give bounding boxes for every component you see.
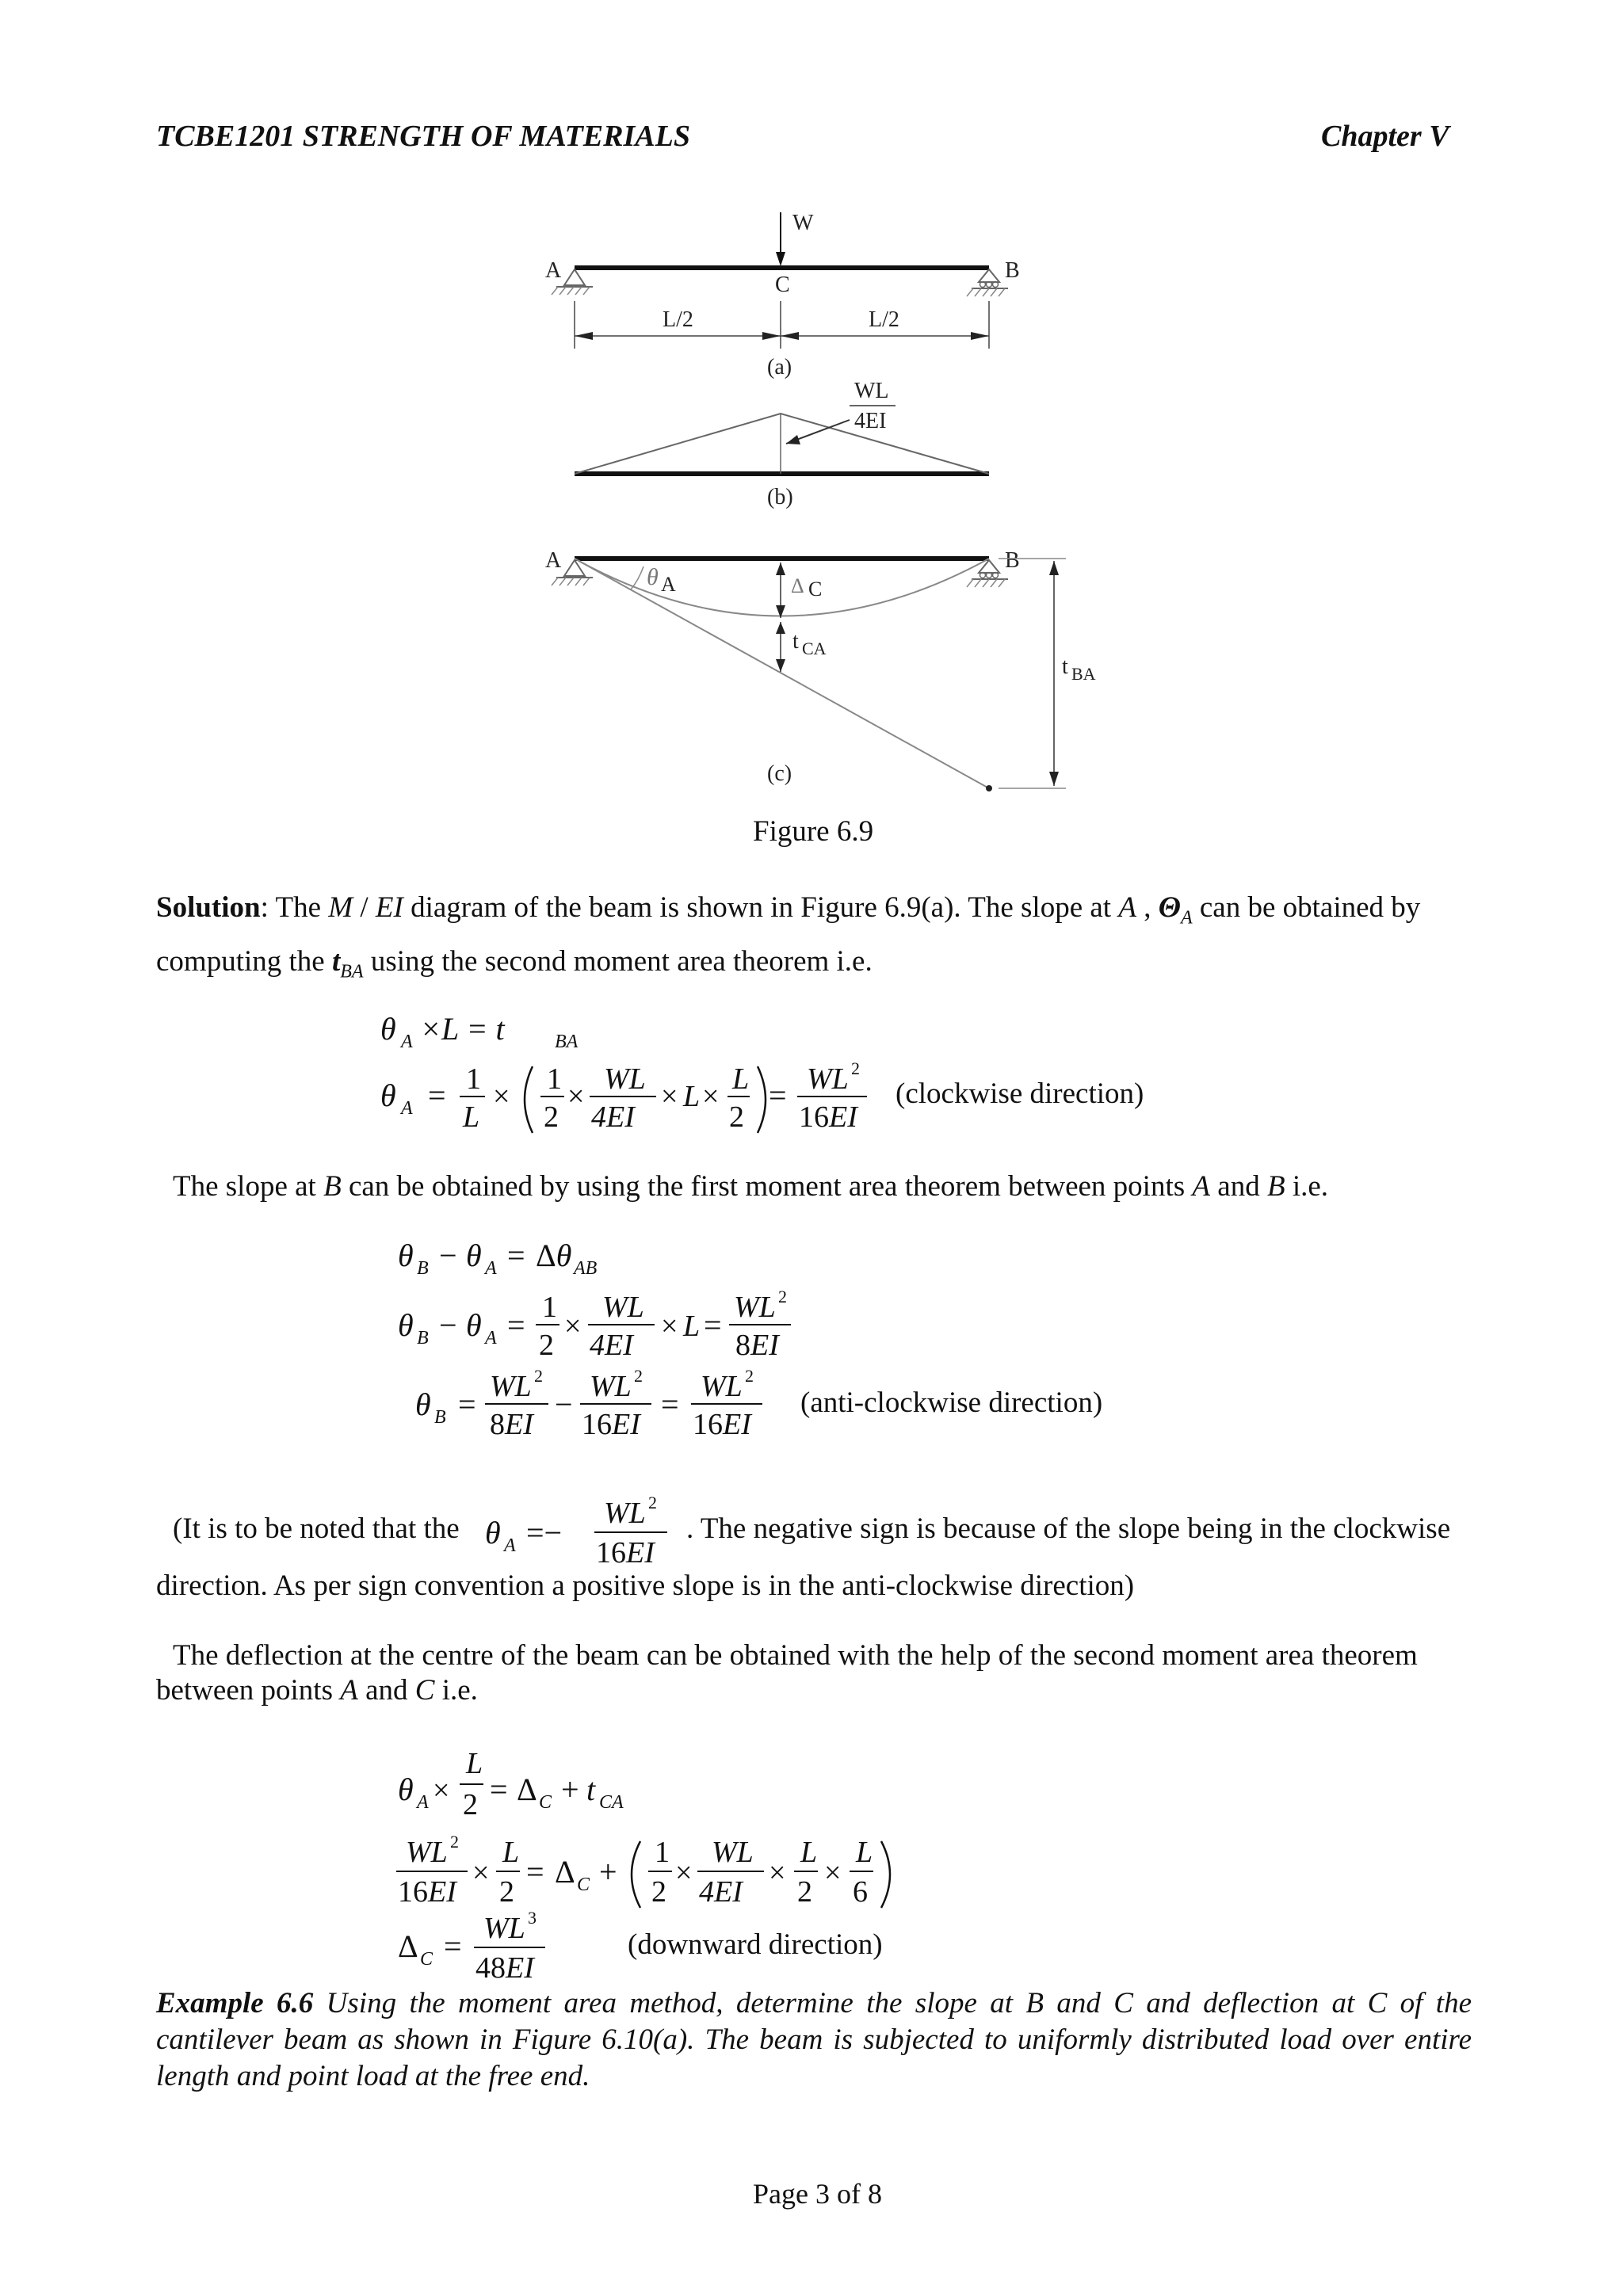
- beam-diagram-a: [545, 211, 1020, 379]
- svg-text:=: =: [490, 1772, 508, 1807]
- svg-text:2: 2: [534, 1366, 543, 1386]
- svg-text:=: =: [458, 1386, 476, 1422]
- page-number: Page 3 of 8: [753, 2178, 882, 2210]
- figure-caption: Figure 6.9: [753, 815, 874, 848]
- svg-text:A: A: [485, 1328, 497, 1348]
- svg-text:16EI: 16EI: [582, 1408, 640, 1441]
- svg-text:16EI: 16EI: [398, 1875, 456, 1909]
- label-a: (a): [767, 355, 792, 379]
- svg-text:WL: WL: [406, 1836, 448, 1869]
- svg-text:θ: θ: [466, 1307, 482, 1343]
- svg-text:=−: =−: [526, 1515, 563, 1550]
- svg-text:A: A: [401, 1098, 413, 1119]
- figure-6-9: [0, 0, 1623, 887]
- svg-text:Δθ: Δθ: [536, 1238, 572, 1273]
- para3-a: A: [340, 1674, 358, 1707]
- svg-text:16EI: 16EI: [799, 1100, 857, 1134]
- svg-text:2: 2: [648, 1493, 657, 1512]
- note-text-2: . The negative sign is because of the slope being in the clockwise: [686, 1512, 1451, 1545]
- solution-t-sub: BA: [340, 961, 364, 982]
- delta-c-sub: C: [808, 578, 823, 601]
- svg-text:L: L: [732, 1062, 750, 1096]
- svg-text:=: =: [526, 1854, 544, 1890]
- svg-text:Δ: Δ: [398, 1928, 418, 1964]
- svg-text:C: C: [539, 1792, 552, 1813]
- svg-text:L: L: [856, 1836, 873, 1869]
- svg-text:2: 2: [797, 1875, 812, 1909]
- svg-text:WL: WL: [490, 1370, 532, 1403]
- solution-a: A: [1118, 891, 1136, 924]
- svg-text:WL: WL: [712, 1836, 754, 1869]
- point-b-label-c: B: [1005, 548, 1020, 573]
- svg-text:+: +: [599, 1854, 617, 1890]
- svg-text:−: −: [555, 1386, 573, 1422]
- svg-text:A: A: [417, 1792, 429, 1813]
- solution-text-3: ,: [1136, 891, 1159, 924]
- svg-text:WL: WL: [807, 1062, 849, 1096]
- para3-text-2: between points: [156, 1674, 341, 1707]
- svg-text:2: 2: [778, 1287, 787, 1306]
- eq3-direction-note: (downward direction): [628, 1928, 883, 1961]
- load-arrowhead: [776, 252, 785, 266]
- svg-text:×: ×: [564, 1310, 582, 1343]
- svg-text:48EI: 48EI: [475, 1951, 534, 1985]
- label-c: (c): [767, 761, 792, 786]
- svg-text:1: 1: [466, 1062, 481, 1096]
- deflected-shape-c: [545, 548, 1096, 791]
- svg-text:2: 2: [745, 1366, 754, 1386]
- svg-text:B: B: [434, 1407, 446, 1428]
- svg-text:4EI: 4EI: [699, 1875, 743, 1909]
- svg-text:×: ×: [675, 1856, 693, 1890]
- svg-text:1: 1: [547, 1062, 562, 1096]
- solution-t: t: [331, 945, 341, 978]
- svg-text:×: ×: [472, 1856, 490, 1890]
- solution-m: M: [328, 891, 353, 924]
- svg-text:1: 1: [655, 1836, 670, 1869]
- solution-slash: /: [353, 891, 376, 924]
- svg-text:8EI: 8EI: [490, 1408, 533, 1441]
- svg-text:=: =: [704, 1307, 722, 1343]
- para2-b: B: [323, 1170, 342, 1203]
- svg-text:θ: θ: [485, 1515, 501, 1550]
- svg-text:WL: WL: [483, 1912, 525, 1945]
- svg-text:3: 3: [528, 1908, 537, 1928]
- svg-text:A: A: [504, 1535, 516, 1556]
- svg-text:WL: WL: [602, 1291, 644, 1324]
- svg-text:θ: θ: [398, 1307, 414, 1343]
- para2-text-2: can be obtained by using the first moment area theorem between points: [341, 1170, 1193, 1203]
- svg-text:2: 2: [651, 1875, 666, 1909]
- para2-text-4: i.e.: [1285, 1170, 1329, 1203]
- moment-diagram-b: [575, 379, 989, 509]
- running-header-title: TCBE1201 STRENGTH OF MATERIALS: [156, 120, 690, 153]
- t-ca-sub: CA: [802, 639, 827, 658]
- svg-text:C: C: [420, 1949, 433, 1970]
- point-c-label: C: [775, 273, 790, 297]
- svg-text:A: A: [485, 1258, 497, 1279]
- svg-text:=: =: [661, 1386, 679, 1422]
- svg-text:2: 2: [851, 1058, 860, 1078]
- point-a-label: A: [545, 258, 562, 283]
- tangent-line-a: [575, 559, 989, 788]
- svg-text:θ: θ: [398, 1238, 414, 1273]
- svg-text:×: ×: [769, 1856, 786, 1890]
- svg-text:2: 2: [634, 1366, 643, 1386]
- peak-value-denominator: 4EI: [854, 409, 887, 433]
- svg-text:2: 2: [544, 1100, 559, 1134]
- svg-text:2: 2: [729, 1100, 744, 1134]
- solution-text-5: using the second moment area theorem i.e.: [363, 945, 873, 978]
- svg-text:WL: WL: [590, 1370, 632, 1403]
- solution-ei: EI: [375, 891, 403, 924]
- svg-text:θ: θ: [466, 1238, 482, 1273]
- svg-text:L: L: [466, 1747, 483, 1780]
- svg-text:×: ×: [433, 1774, 450, 1807]
- svg-text:2: 2: [463, 1788, 478, 1821]
- svg-text:=: =: [444, 1928, 462, 1964]
- solution-label: Solution: [156, 891, 261, 924]
- svg-text:B: B: [417, 1258, 429, 1279]
- svg-text:WL: WL: [734, 1291, 776, 1324]
- svg-text:×: ×: [661, 1310, 678, 1343]
- example-label: Example 6.6: [156, 1987, 314, 2019]
- svg-text:WL: WL: [604, 1497, 646, 1530]
- note-text-3: direction. As per sign convention a positive slope is in the anti-clockwise direction): [156, 1569, 1135, 1602]
- t-ba-symbol: t: [1062, 654, 1068, 679]
- deflection-text-1: The deflection at the centre of the beam can be obtained with the help of the second moment area theorem: [173, 1639, 1418, 1672]
- svg-text:=: =: [769, 1077, 787, 1113]
- svg-text:Δ: Δ: [555, 1854, 575, 1890]
- eq2-direction-note: (anti-clockwise direction): [800, 1386, 1103, 1419]
- triangle-diagram: [575, 414, 989, 474]
- eq1-tba-sub: BA: [555, 1032, 579, 1052]
- svg-text:WL: WL: [604, 1062, 646, 1096]
- dim-left-label: L/2: [663, 307, 693, 332]
- svg-text:L: L: [683, 1080, 701, 1113]
- svg-text:2: 2: [450, 1832, 459, 1852]
- svg-text:×: ×: [567, 1080, 585, 1113]
- first-moment-paragraph: [173, 1165, 1488, 1209]
- para2-text-3: and: [1210, 1170, 1267, 1203]
- pin-support-a: [564, 269, 585, 285]
- theta-a-sub: A: [661, 573, 676, 596]
- svg-text:L: L: [800, 1836, 818, 1869]
- roller-support-b: [979, 269, 999, 282]
- svg-text:L: L: [502, 1836, 520, 1869]
- svg-text:×: ×: [824, 1856, 842, 1890]
- svg-text:θ: [380, 1011, 396, 1047]
- svg-text:C: C: [577, 1875, 590, 1895]
- svg-text:2: 2: [499, 1875, 514, 1909]
- svg-text:−: −: [439, 1307, 457, 1343]
- svg-text:8EI: 8EI: [735, 1329, 779, 1362]
- svg-text:4EI: 4EI: [591, 1100, 635, 1134]
- svg-text:t: t: [586, 1772, 596, 1807]
- svg-text:B: B: [417, 1328, 429, 1348]
- svg-text:6: 6: [853, 1875, 868, 1909]
- point-a-label-c: A: [545, 548, 562, 573]
- eq1-lhs-rest: ×L = t: [420, 1011, 505, 1047]
- solution-text-4: can be obtained by computing the: [156, 891, 1421, 978]
- svg-text:16EI: 16EI: [596, 1536, 655, 1569]
- svg-text:1: 1: [542, 1291, 557, 1324]
- svg-text:AB: AB: [574, 1258, 598, 1279]
- svg-text:θ: θ: [398, 1772, 414, 1807]
- svg-text:4EI: 4EI: [590, 1329, 633, 1362]
- equation-block-1: [0, 1006, 1623, 1149]
- eq1-theta-sub: A: [401, 1032, 413, 1052]
- theta-a-symbol: θ: [647, 564, 659, 590]
- svg-text:2: 2: [539, 1329, 554, 1362]
- svg-text:×: ×: [493, 1080, 510, 1113]
- dim-right-label: L/2: [869, 307, 899, 332]
- point-b-label: B: [1005, 258, 1020, 283]
- equation-block-2: [0, 1234, 1623, 1464]
- para2-b2: B: [1266, 1170, 1285, 1203]
- para3-c: C: [414, 1674, 435, 1707]
- example-6-6: [156, 1985, 1472, 2095]
- svg-text:θ: θ: [415, 1386, 431, 1422]
- svg-text:−: −: [439, 1238, 457, 1273]
- svg-text:=: =: [507, 1307, 525, 1343]
- eq1-direction-note: (clockwise direction): [896, 1077, 1144, 1110]
- svg-text:L: L: [683, 1310, 701, 1343]
- para3-text-4: i.e.: [434, 1674, 478, 1707]
- running-header-chapter: Chapter V: [1321, 120, 1449, 153]
- svg-text:+: +: [561, 1772, 579, 1807]
- delta-c-symbol: Δ: [791, 574, 804, 597]
- svg-text:16EI: 16EI: [693, 1408, 751, 1441]
- t-ba-sub: BA: [1071, 664, 1096, 684]
- svg-text:L: L: [463, 1100, 480, 1134]
- para2-text-1: The slope at: [173, 1170, 324, 1203]
- deflection-text-2: [156, 1669, 478, 1713]
- label-b: (b): [767, 485, 793, 509]
- solution-theta: Θ: [1158, 891, 1181, 924]
- svg-text:=: =: [428, 1077, 446, 1113]
- solution-paragraph: [156, 886, 1472, 994]
- t-ca-symbol: t: [792, 629, 799, 654]
- svg-text:WL: WL: [701, 1370, 743, 1403]
- example-text: Using the moment area method, determine the slope at B and C and deflection at C of the cantilever beam as shown in Figure 6.10(a). The beam is subjected to uniformly distributed load over entire length and point load at the free end.: [156, 1987, 1472, 2092]
- solution-text-2: diagram of the beam is shown in Figure 6.9(a). The slope at: [403, 891, 1119, 924]
- solution-text-1: : The: [260, 891, 329, 924]
- svg-text:×: ×: [661, 1080, 678, 1113]
- load-w-label: W: [792, 211, 814, 235]
- svg-text:×: ×: [702, 1080, 720, 1113]
- svg-text:CA: CA: [599, 1792, 624, 1813]
- svg-text:Δ: Δ: [517, 1772, 537, 1807]
- eq1-theta: θ: [380, 1011, 396, 1047]
- note-text-1: (It is to be noted that the: [173, 1512, 460, 1545]
- para2-a: A: [1192, 1170, 1211, 1203]
- solution-theta-sub: A: [1180, 907, 1193, 929]
- equation-block-3: [0, 1740, 1623, 1993]
- peak-value-numerator: WL: [854, 379, 889, 403]
- svg-text:=: =: [507, 1238, 525, 1273]
- para3-text-3: and: [357, 1674, 415, 1707]
- svg-text:θ: θ: [380, 1077, 396, 1113]
